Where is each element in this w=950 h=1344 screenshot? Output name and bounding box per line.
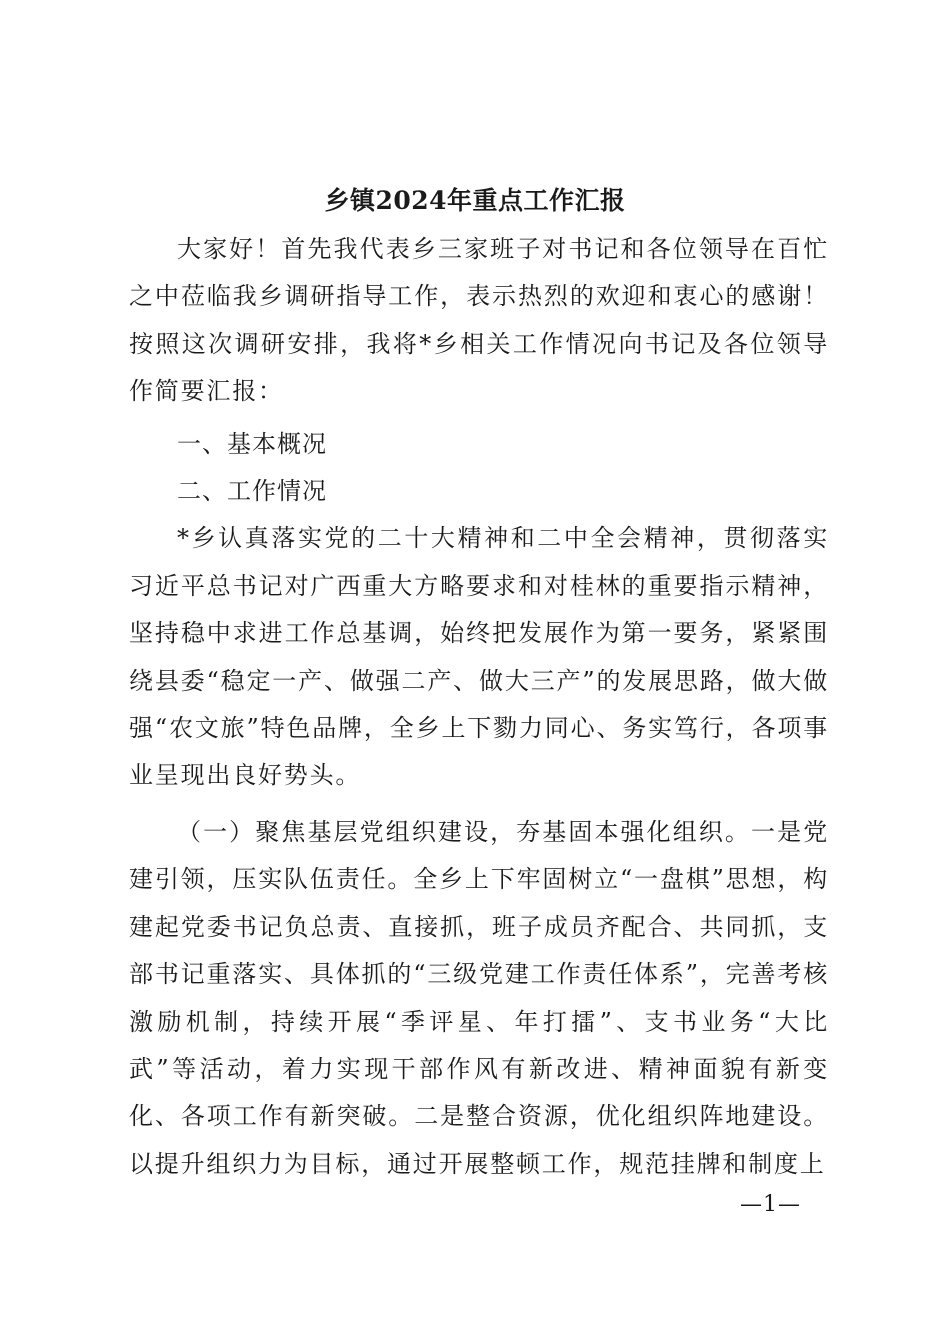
party-building-body: 一是党建引领，压实队伍责任。全乡上下牢固树立“一盘棋”思想，构建起党委书记负总责、直接抓，班子成员齐配合、共同抓，支部书记重落实、具体抓的“三级党建工作责任体系”，完善考核激励机制，持续开展“季评星、年打擂”、支书业务“大比武”等活动，着力实现干部作风有新改进、精神面貌有新变化、各项工作有新突破。二是整合资源，优化组织阵地建设。以提升组织力为目标，通过开展整顿工作，规范挂牌和制度上 bbox=[129, 817, 829, 1178]
section-heading-work-status: 二、工作情况 bbox=[177, 477, 327, 506]
intro-paragraph: 大家好！首先我代表乡三家班子对书记和各位领导在百忙之中莅临我乡调研指导工作，表示热烈的欢迎和衷心的感谢！按照这次调研安排，我将*乡相关工作情况向书记及各位领导作简要汇报： bbox=[129, 235, 829, 406]
page-number: —1— bbox=[740, 1192, 801, 1217]
party-building-lead: （一）聚焦基层党组织建设，夯基固本强化组织。 bbox=[177, 817, 752, 846]
document-body bbox=[129, 178, 829, 1188]
document-title: 乡镇2024年重点工作汇报 bbox=[324, 186, 626, 215]
work-status-paragraph: *乡认真落实党的二十大精神和二中全会精神，贯彻落实习近平总书记对广西重大方略要求和对桂林的重要指示精神，坚持稳中求进工作总基调，始终把发展作为第一要务，紧紧围绕县委“稳定一产、做强二产、做大三产”的发展思路，做大做强“农文旅”特色品牌，全乡上下勠力同心、务实笃行，各项事业呈现出良好势头。 bbox=[129, 524, 829, 790]
section-heading-basic-overview: 一、基本概况 bbox=[177, 429, 327, 458]
party-building-paragraph bbox=[129, 809, 829, 1188]
